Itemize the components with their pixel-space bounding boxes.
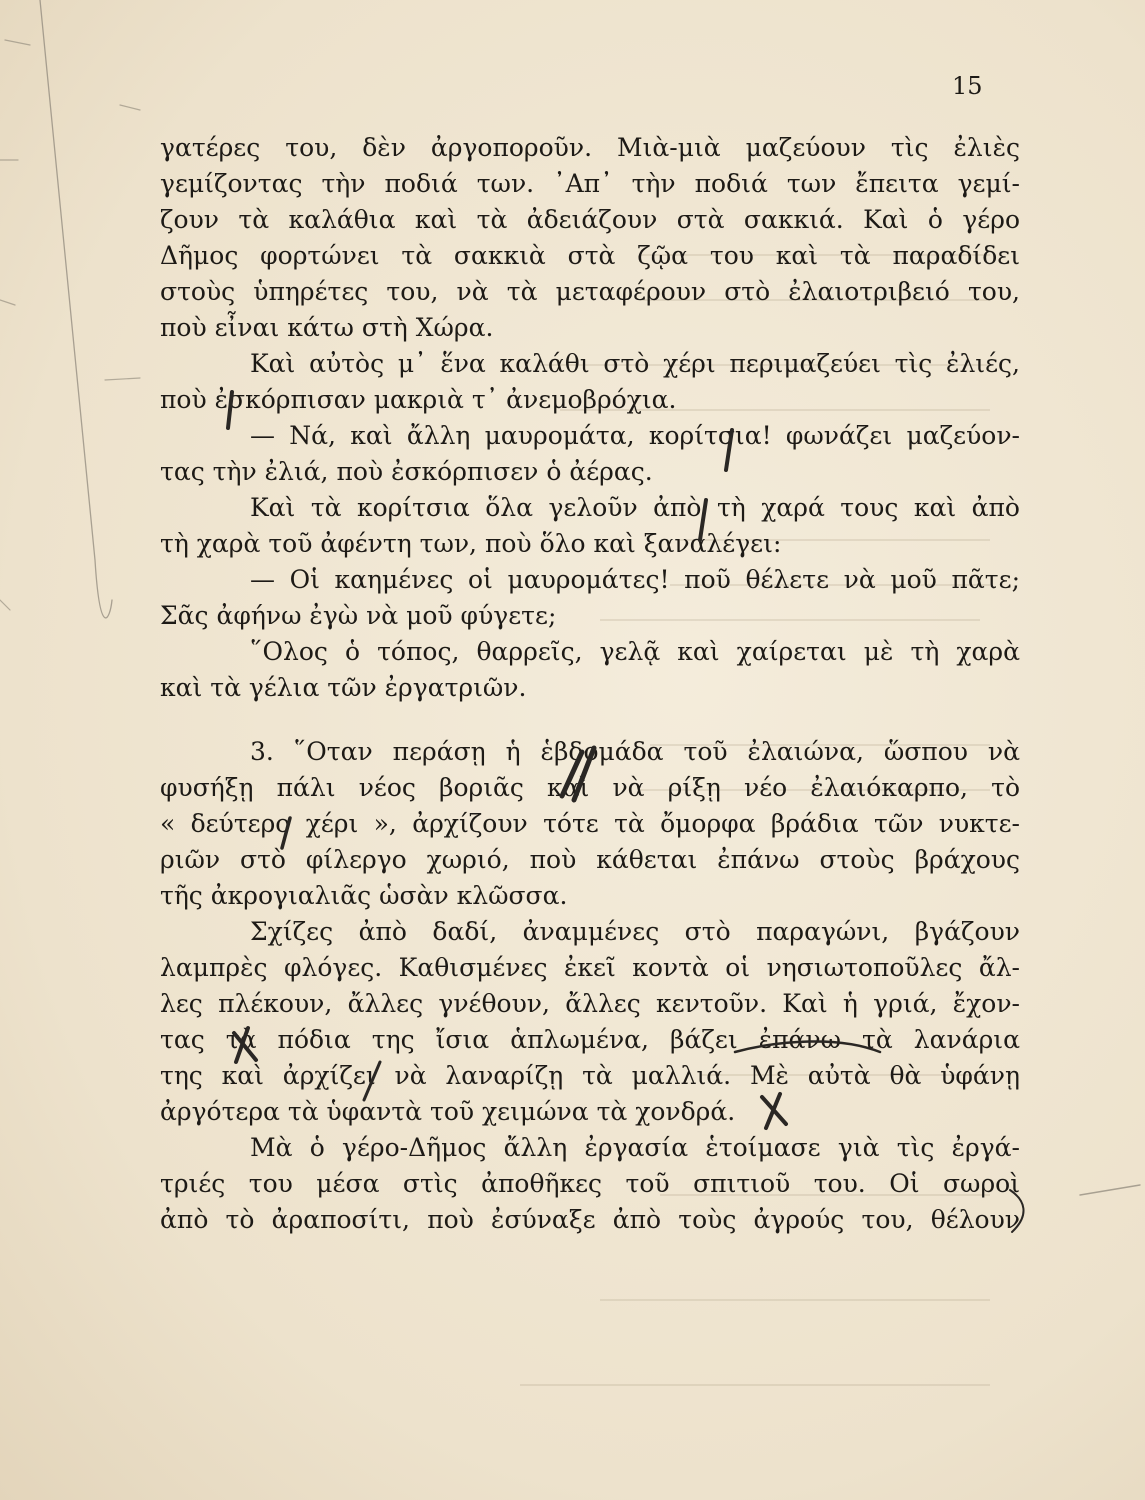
text-line: — Νά, καὶ ἄλλη μαυρομάτα, κορίτσια! φωνάζει μαζεύον- (250, 421, 1020, 450)
text-line: λαμπρὲς φλόγες. Καθισμένες ἐκεῖ κοντὰ οἱ νησιωτοποῦλες ἄλ- (160, 953, 1020, 982)
text-line: Καὶ τὰ κορίτσια ὅλα γελοῦν ἀπὸ τὴ χαρά τους καὶ ἀπὸ (250, 493, 1020, 522)
text-line: Καὶ αὐτὸς μ᾿ ἕνα καλάθι στὸ χέρι περιμαζεύει τὶς ἐλιές, (250, 349, 1020, 378)
text-line: στοὺς ὑπηρέτες του, νὰ τὰ μεταφέρουν στὸ ἐλαιοτριβειό του, (160, 277, 1020, 306)
body-text (160, 130, 1020, 1238)
text-line: 3. ῞Οταν περάσῃ ἡ ἑβδομάδα τοῦ ἐλαιώνα, ὥσπου νὰ (250, 737, 1020, 766)
text-line: τὴ χαρὰ τοῦ ἀφέντη των, ποὺ ὅλο καὶ ξαναλέγει: (160, 529, 782, 558)
page-number: 15 (952, 72, 983, 100)
text-line: γατέρες του, δὲν ἀργοποροῦν. Μιὰ-μιὰ μαζεύουν τὶς ἐλιὲς (160, 133, 1020, 162)
text-line: τριές του μέσα στὶς ἀποθῆκες τοῦ σπιτιοῦ του. Οἱ σωροὶ (160, 1169, 1020, 1198)
text-line: « δεύτερο χέρι », ἀρχίζουν τότε τὰ ὄμορφα βράδια τῶν νυκτε- (160, 809, 1020, 838)
text-line: ποὺ ἐσκόρπισαν μακριὰ τ᾿ ἀνεμοβρόχια. (160, 385, 677, 414)
text-line (160, 706, 1020, 734)
text-line: γεμίζοντας τὴν ποδιά των. ᾿Απ᾿ τὴν ποδιά των ἔπειτα γεμί- (160, 169, 1020, 198)
text-line: Μὰ ὁ γέρο-Δῆμος ἄλλη ἐργασία ἑτοίμασε γιὰ τὶς ἐργά- (250, 1133, 1020, 1162)
text-line: Δῆμος φορτώνει τὰ σακκιὰ στὰ ζῷα του καὶ τὰ παραδίδει (160, 241, 1020, 270)
text-line: ῞Ολος ὁ τόπος, θαρρεῖς, γελᾷ καὶ χαίρεται μὲ τὴ χαρὰ (250, 637, 1020, 666)
text-line: ζουν τὰ καλάθια καὶ τὰ ἀδειάζουν στὰ σακκιά. Καὶ ὁ γέρο (160, 205, 1020, 234)
text-line: Σᾶς ἀφήνω ἐγὼ νὰ μοῦ φύγετε; (160, 601, 557, 630)
text-line: ἀπὸ τὸ ἀραποσίτι, ποὺ ἐσύναξε ἀπὸ τοὺς ἀγρούς του, θέλουν (160, 1205, 1020, 1234)
text-line: ἀργότερα τὰ ὑφαντὰ τοῦ χειμώνα τὰ χονδρά. (160, 1097, 736, 1126)
text-line: φυσήξῃ πάλι νέος βοριᾶς καὶ νὰ ρίξῃ νέο ἐλαιόκαρπο, τὸ (160, 773, 1020, 802)
text-line: ριῶν στὸ φίλεργο χωριό, ποὺ κάθεται ἐπάνω στοὺς βράχους (160, 845, 1020, 874)
text-line: — Οἱ καημένες οἱ μαυρομάτες! ποῦ θέλετε νὰ μοῦ πᾶτε; (250, 565, 1020, 594)
text-line: λες πλέκουν, ἄλλες γνέθουν, ἄλλες κεντοῦν. Καὶ ἡ γριά, ἔχον- (160, 989, 1020, 1018)
text-line: τας τὴν ἐλιά, ποὺ ἐσκόρπισεν ὁ ἀέρας. (160, 457, 653, 486)
text-line: καὶ τὰ γέλια τῶν ἐργατριῶν. (160, 673, 527, 702)
text-line: Σχίζες ἀπὸ δαδί, ἀναμμένες στὸ παραγώνι, βγάζουν (250, 917, 1020, 946)
text-line: της καὶ ἀρχίζει νὰ λαναρίζῃ τὰ μαλλιά. Μὲ αὐτὰ θὰ ὑφάνῃ (160, 1061, 1020, 1090)
text-line: τῆς ἀκρογιαλιᾶς ὡσὰν κλῶσσα. (160, 881, 568, 910)
text-line: ποὺ εἶναι κάτω στὴ Χώρα. (160, 313, 494, 342)
text-line: τας τὰ πόδια της ἴσια ἁπλωμένα, βάζει ἐπάνω τὰ λανάρια (160, 1025, 1020, 1054)
